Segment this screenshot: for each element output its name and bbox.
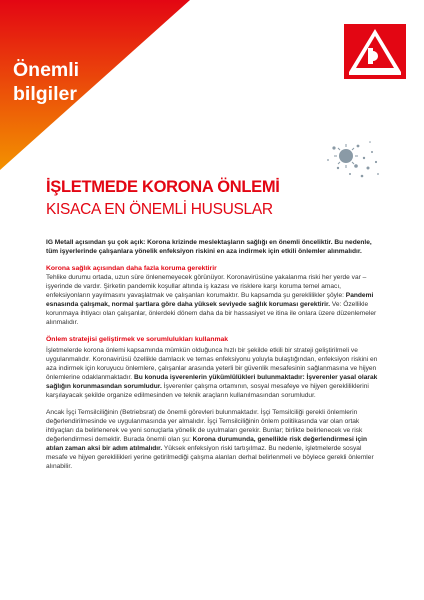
banner-line-1: Önemli xyxy=(13,59,80,81)
section-1-bold: Pandemi esnasında çalışmak, normal şartlara göre daha yüksek seviyede sağlık koruması gerektirir. xyxy=(46,292,374,308)
section-2-paragraph xyxy=(46,346,380,400)
section-3-bold: Korona durumunda, genellikle risk değerlendirmesi için atılan zaman aksi bir adım atılmalıdır. xyxy=(46,436,368,452)
section-1-text-2: Ve: Özellikle korunmaya ihtiyacı olan çalışanlar, önlerdeki dönem daha da bir hassasiyet ve itina ile onlara üzere düzenlemeler alınmalıdır. xyxy=(46,301,377,326)
section-2-heading: Önlem stratejisi geliştirmek ve sorumlulukları kullanmak xyxy=(46,336,229,343)
section-1-paragraph xyxy=(46,273,380,327)
section-2-text-2: İşverenler çalışma ortamının, sosyal mesafeye ve hijyen gerekliliklerini karşılayacak şekilde organize edilmesinden ve teknik araçların kullanılmasından sorumludur. xyxy=(46,383,369,399)
coronavirus-particles-icon xyxy=(320,138,382,182)
info-banner xyxy=(0,0,190,175)
intro-paragraph: IG Metall açısından şu çok açık: Korona krizinde meslektaşların sağlığı en önemli önceliktir. Bu nedenle, tüm işyerlerinde çalışanlara yönelik enfeksiyon riskini en aza indirmek için etkili önlemler alınmalıdır. xyxy=(46,239,372,255)
banner-title xyxy=(13,58,79,106)
ig-metall-logo-icon xyxy=(344,24,406,79)
section-1-text-1: Tehlike durumu ortada, uzun süre önlenemeyecek görünüyor. Koronavirüsüne yakalanma riski her yerde var – işyerinde de vardır. Şirketin pandemik koşullar altında iş kazası ve risklere karşı koruma temel amacı, enfeksiyonların yayılmasını yavaşlatmak ve çalışanları korumaktır. Bu kapsamda şu gereklilikler şöyle: xyxy=(46,274,367,299)
page-subtitle: KISACA EN ÖNEMLİ HUSUSLAR xyxy=(46,201,273,218)
section-1-heading: Korona sağlık açısından daha fazla koruma gerektirir xyxy=(46,265,217,272)
section-3-text-1: Ancak İşçi Temsilciliğinin (Betriebsrat) de önemli görevleri bulunmaktadır. İşçi Temsilciliği gerekli önlemlerin değerlendirilmesinde ve uygulanmasında yer almalıdır. İşçi Temsilciliğinin önlem politikasında var olan ortak ihtiyaçları da belirlenerek ve yeni sonuçlarla yönelik de uyulmaları gerekir. Bunlar; birlikte belirlenecek ve risk değerlendirmesi demektir. Burada önemli olan şu: xyxy=(46,409,363,443)
content-body xyxy=(46,238,380,479)
section-2-bold: Bu konuda işverenlerin yükümlülükleri bulunmaktadır: İşverenler yasal olarak sağlığın korunmasından sorumludur. xyxy=(46,374,378,390)
page-title: İŞLETMEDE KORONA ÖNLEMİ xyxy=(46,178,280,196)
section-2-text-1: İşletmelerde korona önlemi kapsamında mümkün olduğunca hızlı bir şekilde etkili bir strateji geliştirilmeli ve uygulanmalıdır. Koronavirüsü özellikle damlacık ve temas enfeksiyonu yoluyla bulaştığından, enfeksiyon riskini en aza indirmek için koruyucu önlemlere, çalışanlar arasında yeterli bir güvenlik mesafesinin sağlanmasına ve hijyen önlemlerine odaklanmaktadır. xyxy=(46,347,378,381)
banner-line-2: bilgiler xyxy=(13,83,77,105)
section-3-paragraph xyxy=(46,408,380,471)
section-3-text-2: Yüksek enfeksiyon riski tartışılmaz. Bu nedenle, işletmelerde sosyal mesafe ve hijyen gereklilikleri yerine getirilmediği çalışma alanları derhal belirlenmeli ve böylece gerekli önlemler alınabilir. xyxy=(46,445,374,470)
